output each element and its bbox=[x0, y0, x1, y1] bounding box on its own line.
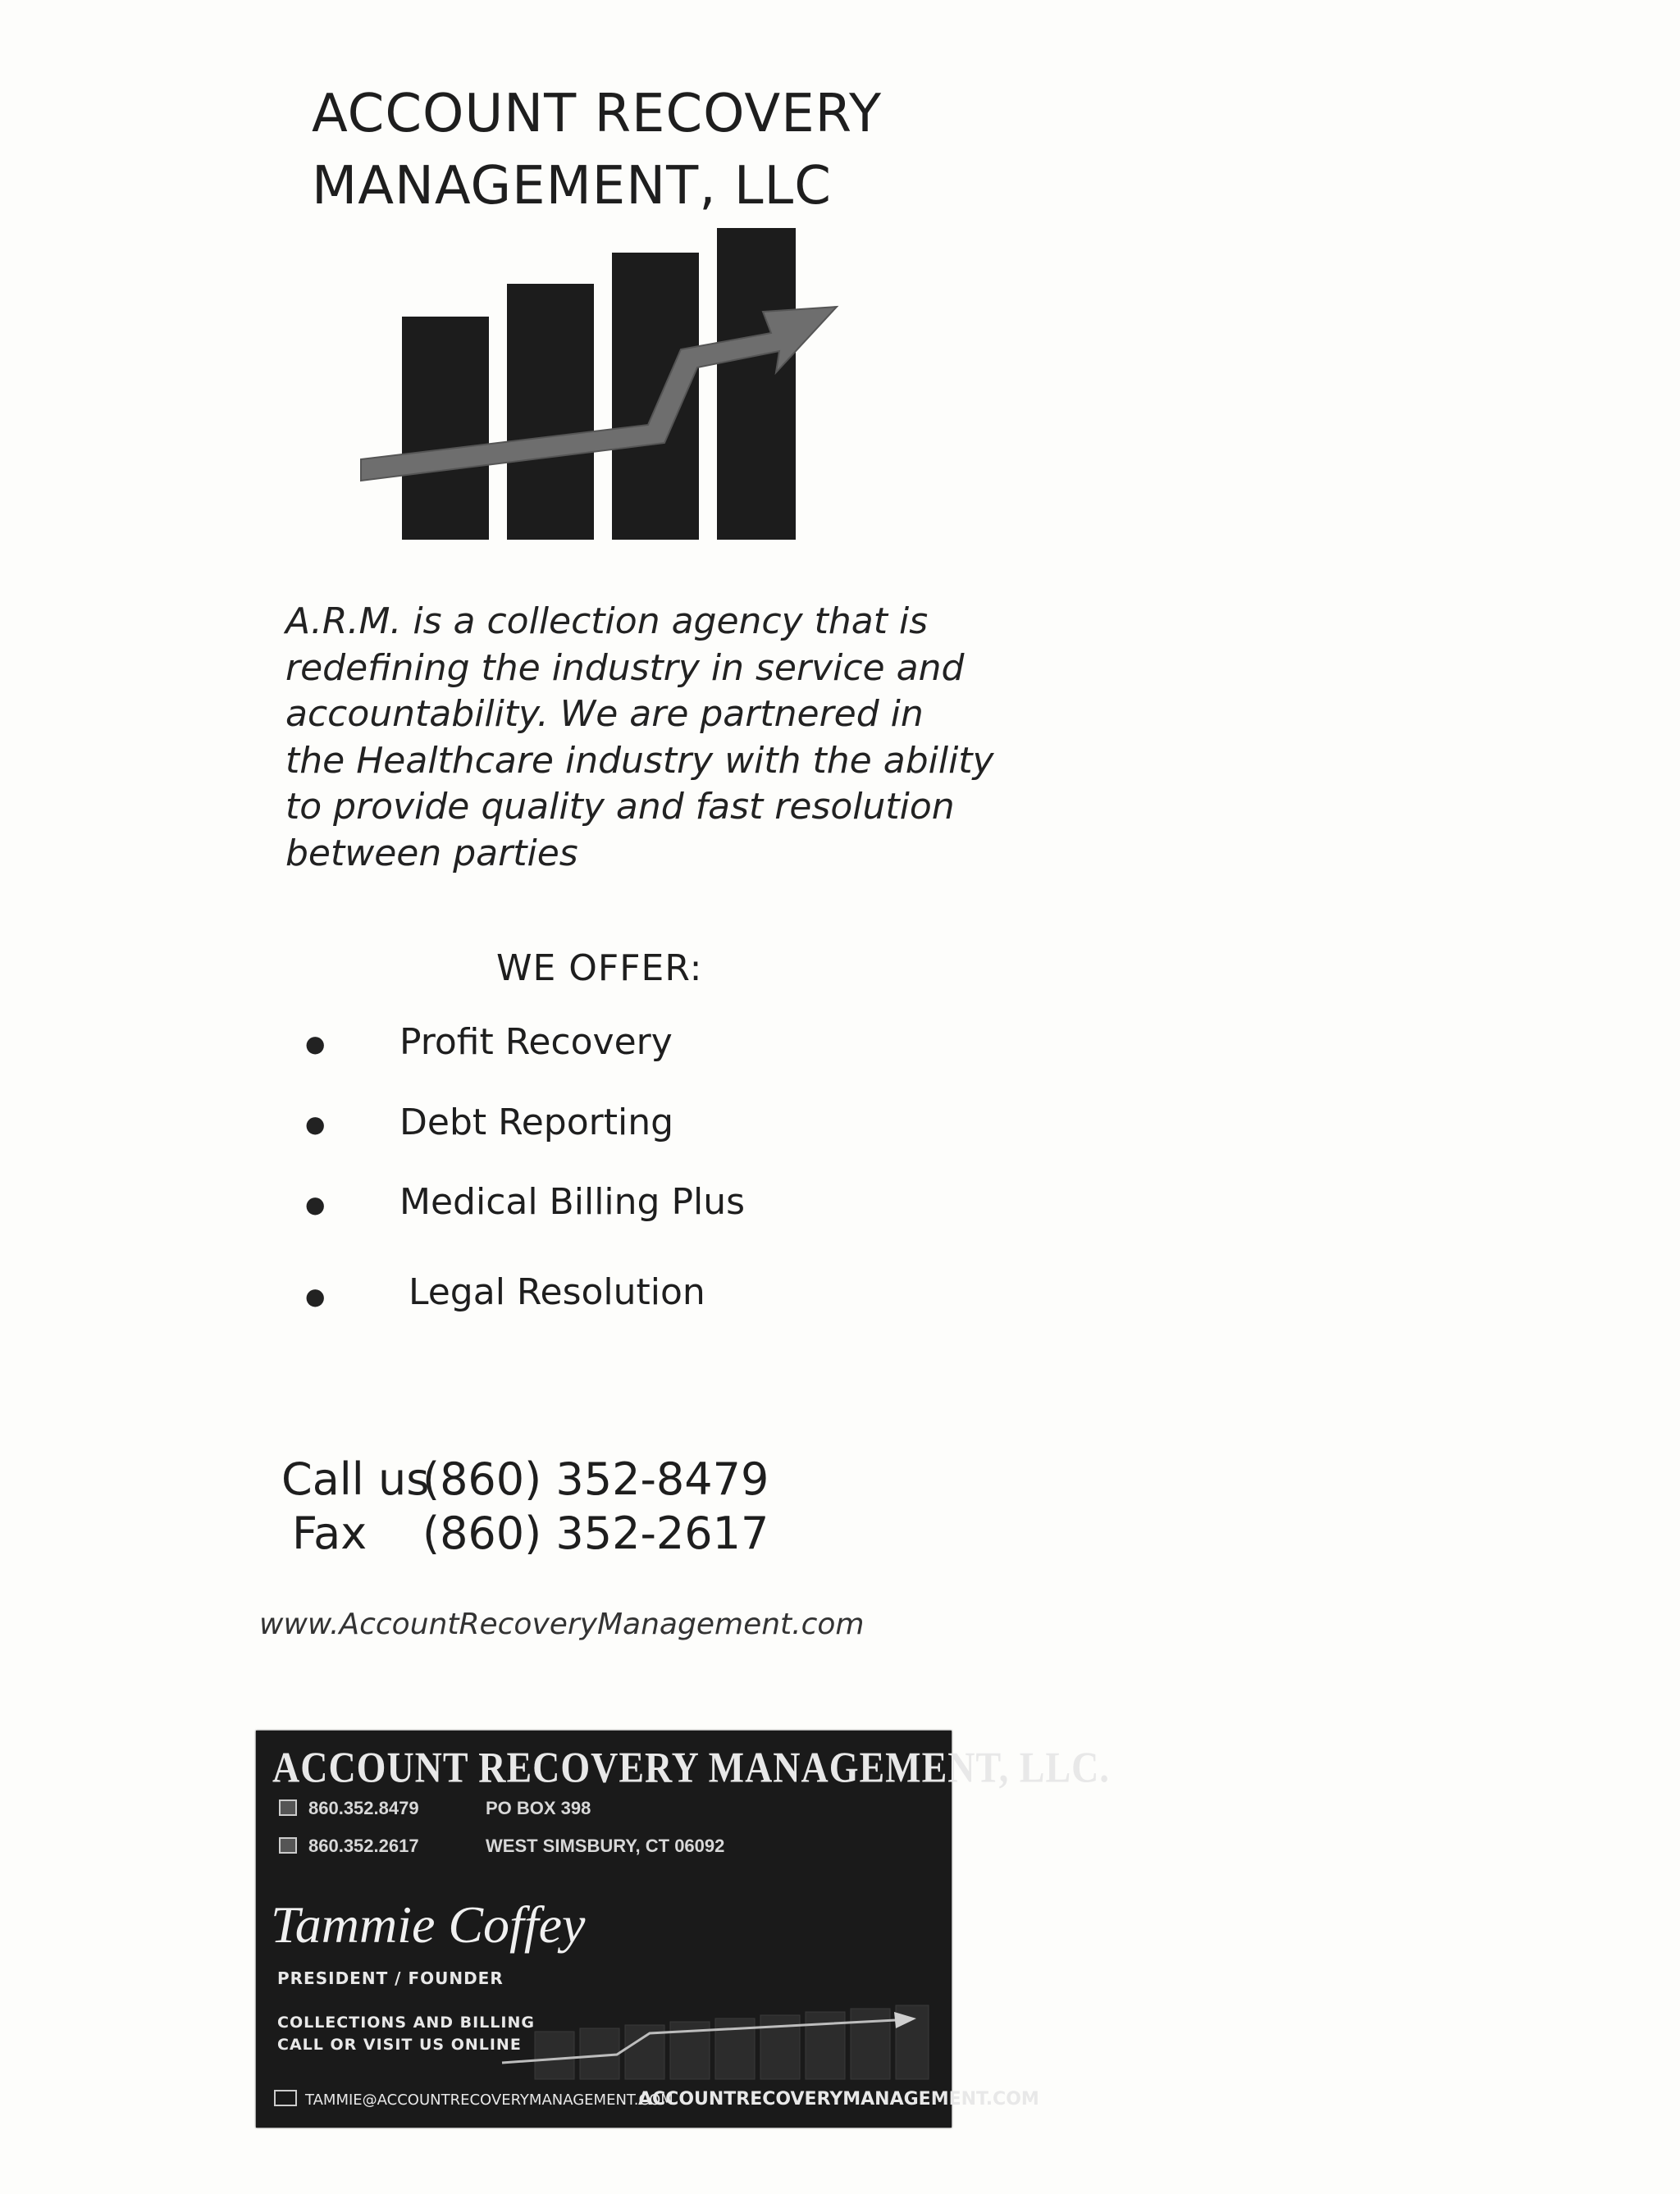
bullet-icon: ● bbox=[305, 1283, 326, 1310]
bullet-icon: ● bbox=[305, 1111, 326, 1138]
card-email[interactable]: TAMMIE@ACCOUNTRECOVERYMANAGEMENT.COM bbox=[305, 2091, 673, 2109]
card-fax: 860.352.2617 bbox=[308, 1836, 419, 1856]
intro-line: accountability. We are partnered in bbox=[285, 693, 924, 735]
card-tagline-2: CALL OR VISIT US ONLINE bbox=[277, 2036, 522, 2054]
offer-item: Profit Recovery bbox=[399, 1021, 673, 1063]
intro-line: between parties bbox=[285, 832, 578, 874]
card-tagline-1: COLLECTIONS AND BILLING bbox=[277, 2014, 535, 2032]
bullet-icon: ● bbox=[305, 1030, 326, 1057]
company-title-line-1: ACCOUNT RECOVERY bbox=[312, 84, 883, 144]
card-po-box: PO BOX 398 bbox=[486, 1798, 591, 1818]
company-title bbox=[312, 78, 882, 222]
logo-bar-4 bbox=[717, 228, 796, 540]
bar-growth-logo bbox=[353, 220, 845, 540]
fax-label: Fax bbox=[292, 1508, 368, 1559]
fax-icon bbox=[279, 1837, 297, 1854]
offer-item: Debt Reporting bbox=[399, 1102, 674, 1143]
call-label: Call us bbox=[281, 1453, 430, 1505]
card-graph-art bbox=[502, 1981, 945, 2079]
intro-paragraph bbox=[285, 599, 994, 877]
logo-bar-3 bbox=[612, 253, 699, 540]
call-number: (860) 352-8479 bbox=[422, 1453, 769, 1505]
offer-heading: WE OFFER: bbox=[496, 947, 703, 989]
phone-icon bbox=[279, 1799, 297, 1816]
card-url[interactable]: ACCOUNTRECOVERYMANAGEMENT.COM bbox=[638, 2089, 1039, 2110]
intro-line: redefining the industry in service and bbox=[285, 646, 965, 689]
card-person-name: Tammie Coffey bbox=[271, 1895, 586, 1954]
intro-line: the Healthcare industry with the ability bbox=[285, 739, 994, 782]
card-company-name: ACCOUNT RECOVERY MANAGEMENT, LLC. bbox=[272, 1743, 1110, 1791]
card-city: WEST SIMSBURY, CT 06092 bbox=[486, 1836, 725, 1856]
fax-number: (860) 352-2617 bbox=[422, 1508, 769, 1559]
card-role: PRESIDENT / FOUNDER bbox=[277, 1968, 504, 1988]
company-title-line-2: MANAGEMENT, LLC bbox=[312, 156, 832, 217]
intro-line: to provide quality and fast resolution bbox=[285, 786, 955, 828]
logo-bar-1 bbox=[402, 317, 489, 540]
offer-item: Legal Resolution bbox=[409, 1271, 705, 1313]
intro-line: A.R.M. is a collection agency that is bbox=[285, 600, 929, 642]
email-icon bbox=[274, 2090, 297, 2106]
business-card bbox=[256, 1731, 1110, 2128]
bullet-icon: ● bbox=[305, 1191, 326, 1218]
logo-bar-2 bbox=[507, 284, 594, 540]
website-link[interactable]: www.AccountRecoveryManagement.com bbox=[259, 1608, 865, 1641]
card-phone: 860.352.8479 bbox=[308, 1798, 419, 1818]
offer-item: Medical Billing Plus bbox=[399, 1181, 746, 1223]
